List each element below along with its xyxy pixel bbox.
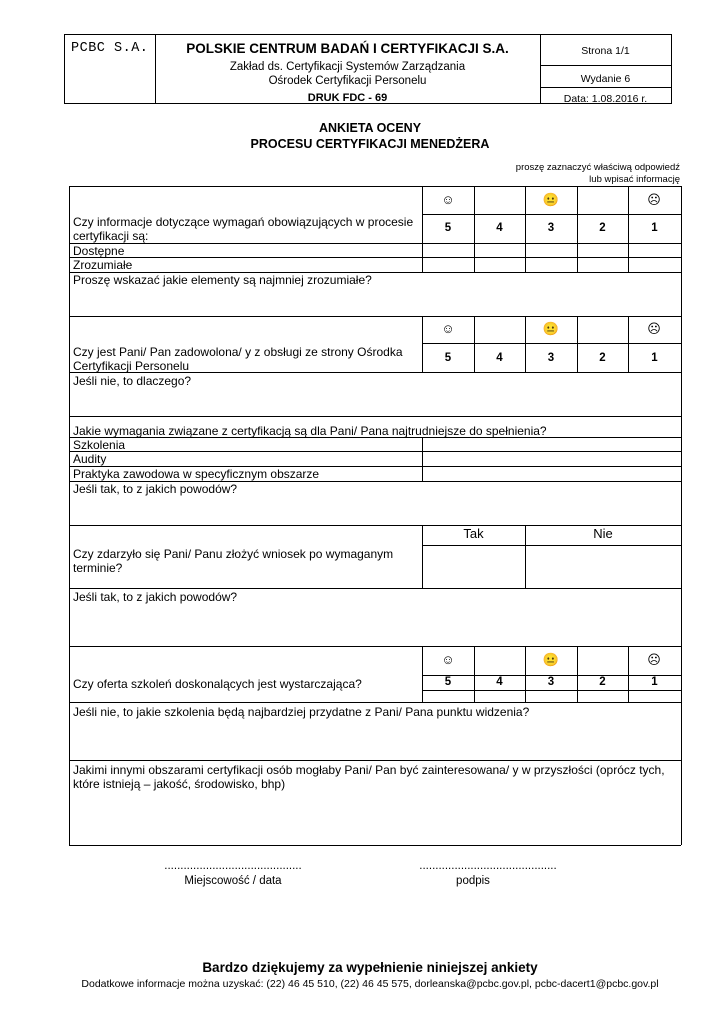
q3-option-training: Szkolenia [73,438,126,452]
office-name: Ośrodek Certyfikacji Personelu [268,75,427,87]
neutral-face-icon: 😐 [542,321,560,336]
yes-column-label: Tak [463,526,484,541]
happy-face-icon: ☺ [441,321,455,336]
instruction-line-2: lub wpisać informację [589,174,680,185]
document-header [64,34,672,104]
rating-2[interactable]: 2 [599,676,606,688]
rating-2[interactable]: 2 [599,352,606,364]
q5-follow-up[interactable]: Jeśli nie, to jakie szkolenia będą najbardziej przydatne z Pani/ Pana punktu widzenia? [73,705,530,719]
sad-face-icon: ☹ [647,192,661,207]
question-4: Czy zdarzyło się Pani/ Panu złożyć wniosek po wymaganym terminie? [73,547,394,575]
page-number: Strona 1/1 [581,45,630,57]
q1-option-understandable: Zrozumiałe [73,258,133,272]
happy-face-icon: ☺ [441,192,455,207]
no-column-label: Nie [593,526,613,541]
instruction-line-1: proszę zaznaczyć właściwą odpowiedź [515,162,680,173]
q1-option-available: Dostępne [73,244,125,258]
place-date-label: Miejscowość / data [184,875,282,887]
neutral-face-icon: 😐 [542,192,560,207]
rating-1[interactable]: 1 [651,676,658,688]
rating-1[interactable]: 1 [651,222,658,234]
question-5: Czy oferta szkoleń doskonalących jest wystarczająca? [73,677,362,691]
q3-follow-up[interactable]: Jeśli tak, to z jakich powodów? [73,482,238,496]
q1-follow-up[interactable]: Proszę wskazać jakie elementy są najmniej zrozumiałe? [73,273,372,287]
rating-3[interactable]: 3 [547,222,555,234]
rating-1[interactable]: 1 [651,352,658,364]
signature-label: podpis [456,875,490,887]
thank-you-note: Bardzo dziękujemy za wypełnienie niniejszej ankiety [202,960,538,975]
company-title: POLSKIE CENTRUM BADAŃ I CERTYFIKACJI S.A. [186,41,509,56]
contact-info: Dodatkowe informacje można uzyskać: (22) 46 45 510, (22) 46 45 575, dorleanska@pcbc.gov.pl, pcbc-dacert1@pcbc.gov.pl [81,978,659,990]
rating-4[interactable]: 4 [496,222,503,234]
company-code: PCBC S.A. [71,41,149,56]
department-name: Zakład ds. Certyfikacji Systemów Zarządzania [229,61,466,73]
place-date-dots[interactable]: ........................................... [164,860,302,872]
signature-dots[interactable]: ........................................... [419,860,557,872]
rating-3[interactable]: 3 [547,676,555,688]
edition: Wydanie 6 [580,73,631,85]
q3-option-audits: Audity [73,452,107,466]
question-1: Czy informacje dotyczące wymagań obowiązujących w procesie certyfikacji są: [73,215,414,243]
rating-5[interactable]: 5 [444,352,452,364]
rating-5[interactable]: 5 [444,676,452,688]
rating-3[interactable]: 3 [547,352,555,364]
rating-4[interactable]: 4 [496,352,503,364]
question-3: Jakie wymagania związane z certyfikacją są dla Pani/ Pana najtrudniejsze do spełnienia? [73,424,547,438]
question-6[interactable]: Jakimi innymi obszarami certyfikacji osób mogłaby Pani/ Pan być zainteresowana/ y w przyszłości (oprócz tych, które istnieją – jakość, środowisko, bhp) [73,763,665,791]
neutral-face-icon: 😐 [542,652,560,667]
question-2: Czy jest Pani/ Pan zadowolona/ y z obsługi ze strony Ośrodka Certyfikacji Personelu [73,345,403,373]
survey-title: ANKIETA OCENY [318,121,422,135]
happy-face-icon: ☺ [441,652,455,667]
sad-face-icon: ☹ [647,321,661,336]
rating-4[interactable]: 4 [496,676,503,688]
rating-2[interactable]: 2 [599,222,606,234]
sad-face-icon: ☹ [647,652,661,667]
survey-subtitle: PROCESU CERTYFIKACJI MENEDŻERA [250,137,490,151]
q3-option-practice: Praktyka zawodowa w specyficznym obszarze [73,467,320,481]
rating-5[interactable]: 5 [444,222,452,234]
issue-date: Data: 1.08.2016 r. [563,93,648,105]
q2-follow-up[interactable]: Jeśli nie, to dlaczego? [73,374,192,388]
q4-follow-up[interactable]: Jeśli tak, to z jakich powodów? [73,590,238,604]
form-code: DRUK FDC - 69 [307,92,388,104]
